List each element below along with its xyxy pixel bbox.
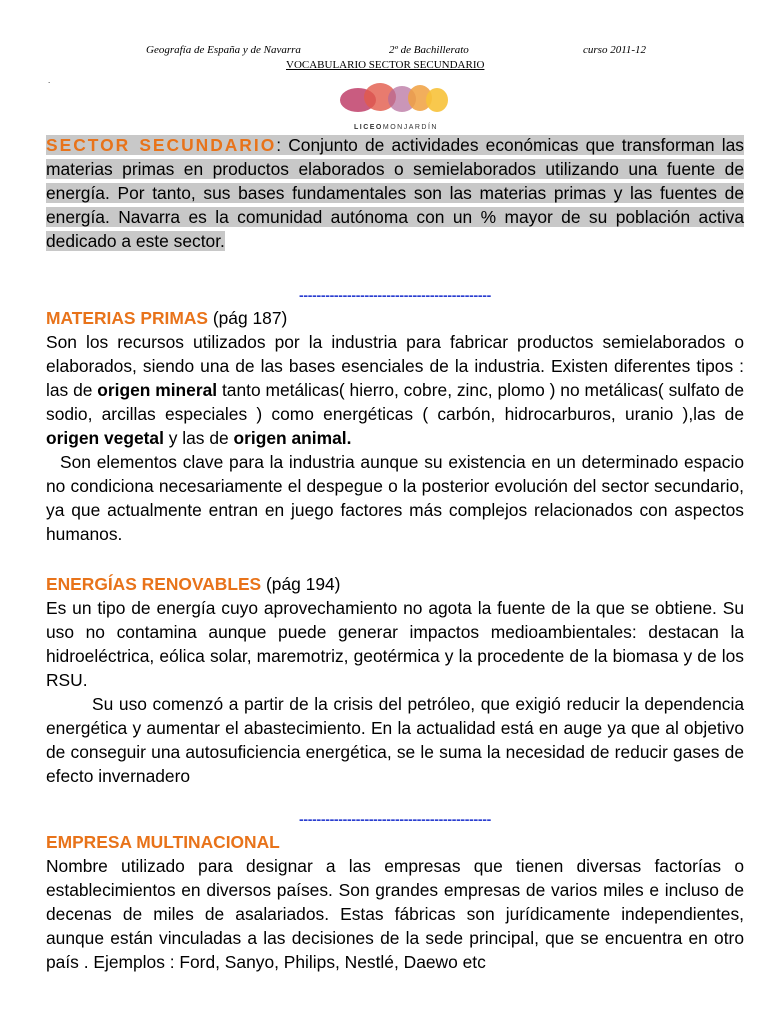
school-logo: [336, 80, 456, 138]
sector-text: : Conjunto de actividades económicas que transforman las materias primas en productos elaborados o semielaborados utilizando una fuente de energía. Por tanto, sus bases fundamentales son las materias primas y las fuentes de energía. Navarra es la comunidad autónoma con un % mayor de su población activa dedicado a este sector.: [46, 135, 744, 251]
header-subject: Geografía de España y de Navarra: [146, 44, 301, 56]
empresa-heading: EMPRESA MULTINACIONAL: [46, 832, 280, 852]
separator-2: --------------------------------------------: [299, 811, 491, 827]
header-course: curso 2011-12: [583, 44, 647, 56]
header-subtitle: VOCABULARIO SECTOR SECUNDARIO: [286, 59, 485, 71]
materias-paragraph-2: Son elementos clave para la industria aunque su existencia en un determinado espacio no condiciona necesariamente el despegue o la posterior evolución del sector secundario, ya que actualmente entran en juego factores más complejos relacionados con aspectos humanos.: [46, 452, 744, 544]
empresa-paragraph-1: Nombre utilizado para designar a las empresas que tienen diversas factorías o establecimientos en diversos países. Son grandes empresas de varios miles e incluso de decenas de miles de asalariados. Estas fábricas son jurídicamente independientes, aunque están vinculadas a las decisiones de la sede principal, que se encuentra en otro país . Ejemplos : Ford, Sanyo, Philips, Nestlé, Daewo etc: [46, 856, 744, 972]
header-dot: .: [48, 76, 51, 85]
materias-paragraph-1: Son los recursos utilizados por la industria para fabricar productos semielaborados o elaborados, siendo una de las bases esenciales de la industria. Existen diferentes tipos : las de origen mineral tanto metálicas( hierro, cobre, zinc, plomo ) no metálicas( sulfato de sodio, arcillas especiales ) como energéticas ( carbón, hidrocarburos, uranio ),las de origen vegetal y las de origen animal.: [46, 332, 744, 448]
sector-definition: [46, 133, 744, 253]
logo-text: LICEOMONJARDÍN: [353, 124, 438, 131]
energias-paragraph-1: Es un tipo de energía cuyo aprovechamiento no agota la fuente de la que se obtiene. Su uso no contamina aunque puede generar impactos medioambientales: destacan la hidroeléctrica, eólica solar, maremotriz, geotérmica y la procedente de la biomasa y de los RSU.: [46, 598, 744, 690]
energias-paragraph-2: Su uso comenzó a partir de la crisis del petróleo, que exigió reducir la dependencia energética y aumentar el abastecimiento. En la actualidad está en auge ya que al objetivo de conseguir una autosuficiencia energética, se le suma la necesidad de reducir gases de efecto invernadero: [46, 694, 744, 786]
materias-heading: MATERIAS PRIMAS (pág 187): [46, 308, 288, 328]
document-body: [46, 133, 744, 974]
sector-title: SECTOR SECUNDARIO: [46, 135, 277, 155]
page-header: [0, 44, 768, 60]
energias-heading: ENERGÍAS RENOVABLES (pág 194): [46, 574, 341, 594]
separator-1: --------------------------------------------: [299, 287, 491, 303]
header-level: 2º de Bachillerato: [389, 44, 469, 56]
logo-petals-icon: [336, 80, 456, 124]
